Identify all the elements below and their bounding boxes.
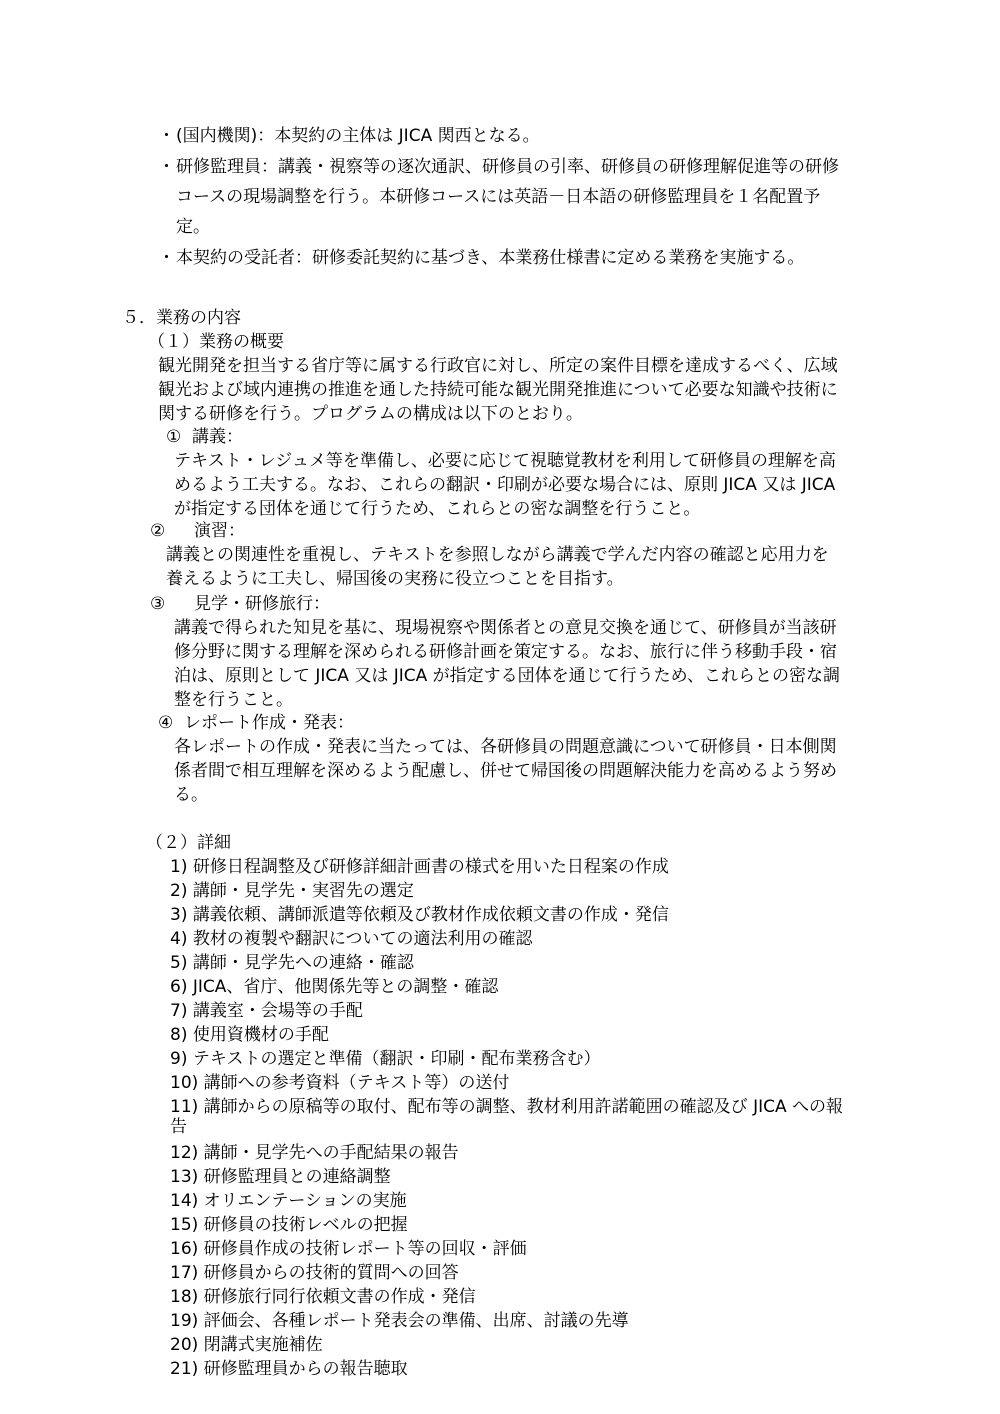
component-body-exercise [166, 543, 906, 591]
component-title: 見学・研修旅行： [194, 594, 330, 614]
detail-item: 4) 教材の複製や翻訳についての適法利用の確認 [170, 929, 533, 949]
subsection-heading-overview: （１）業務の概要 [148, 332, 284, 352]
component-body-field-trip [174, 616, 914, 712]
detail-item: 1) 研修日程調整及び研修詳細計画書の様式を用いた日程案の作成 [170, 857, 669, 877]
detail-item: 14) オリエンテーションの実施 [170, 1191, 407, 1211]
detail-item: 20) 閉講式実施補佐 [170, 1335, 323, 1355]
detail-item: 2) 講師・見学先・実習先の選定 [170, 881, 414, 901]
role-item-training-coordinator [158, 155, 918, 239]
detail-item: 11) 講師からの原稿等の取付、配布等の調整、教材利用許諾範囲の確認及び JICA への報 [170, 1097, 844, 1117]
detail-item: 10) 講師への参考資料（テキスト等）の送付 [170, 1073, 510, 1093]
detail-item: 13) 研修監理員との連絡調整 [170, 1167, 391, 1187]
detail-item: 18) 研修旅行同行依頼文書の作成・発信 [170, 1287, 476, 1307]
component-line: 各レポートの作成・発表に当たっては、各研修員の問題意識について研修員・日本側関 [174, 737, 837, 757]
component-line: 泊は、原則として JICA 又は JICA が指定する団体を通じて行うため、これらとの密な調 [174, 666, 840, 686]
role-line: 研修監理員：講義・視察等の逐次通訳、研修員の引率、研修員の研修理解促進等の研修 [176, 157, 839, 177]
component-line: が指定する団体を通じて行うため、これらとの密な調整を行うこと。 [174, 499, 701, 519]
component-title: レポート作成・発表： [184, 713, 354, 733]
component-title: 演習： [194, 521, 245, 541]
component-line: 講義との関連性を重視し、テキストを参照しながら講義で学んだ内容の確認と応用力を [166, 545, 829, 565]
detail-item: 5) 講師・見学先への連絡・確認 [170, 953, 414, 973]
component-heading-field-trip [150, 592, 330, 616]
component-line: テキスト・レジュメ等を準備し、必要に応じて視聴覚教材を利用して研修員の理解を高 [174, 451, 836, 471]
overview-line: 観光および域内連携の推進を通した持続可能な観光開発推進について必要な知識や技術に [158, 380, 838, 400]
section-heading: ５．業務の内容 [122, 308, 241, 328]
overview-line: 観光開発を担当する省庁等に属する行政官に対し、所定の案件目標を達成するべく、広域 [158, 356, 838, 376]
component-line: る。 [174, 785, 208, 805]
component-number: ④ [158, 713, 174, 733]
detail-item: 16) 研修員作成の技術レポート等の回収・評価 [170, 1239, 527, 1259]
detail-item: 12) 講師・見学先への手配結果の報告 [170, 1143, 459, 1163]
component-heading-exercise [150, 519, 245, 543]
bullet: ・ [158, 126, 175, 146]
role-item-domestic-agency [158, 124, 918, 148]
overview-line: 関する研修を行う。プログラムの構成は以下のとおり。 [158, 404, 583, 424]
component-title: 講義： [192, 427, 243, 447]
component-line: 講義で得られた知見を基に、現場視察や関係者との意見交換を通じて、研修員が当該研 [174, 618, 837, 638]
component-body-lecture [174, 449, 914, 521]
role-line: (国内機関)：本契約の主体は JICA 関西となる。 [176, 126, 540, 146]
role-line: 本契約の受託者：研修委託契約に基づき、本業務仕様書に定める業務を実施する。 [176, 248, 805, 268]
detail-item: 6) JICA、省庁、他関係先等との調整・確認 [170, 977, 499, 997]
component-number: ② [150, 521, 166, 541]
details-list [170, 855, 910, 1381]
component-heading-lecture [166, 425, 243, 449]
bullet: ・ [158, 157, 175, 177]
component-line: 養えるように工夫し、帰国後の実務に役立つことを目指す。 [166, 569, 624, 589]
detail-item: 8) 使用資機材の手配 [170, 1025, 329, 1045]
component-line: 係者間で相互理解を深めるよう配慮し、併せて帰国後の問題解決能力を高めるよう努め [174, 761, 837, 781]
role-item-contractor [158, 246, 918, 270]
detail-item: 17) 研修員からの技術的質問への回答 [170, 1263, 459, 1283]
component-heading-report [158, 711, 354, 735]
overview-paragraph [158, 354, 918, 426]
role-line: コースの現場調整を行う。本研修コースには英語－日本語の研修監理員を１名配置予 [176, 187, 821, 207]
detail-item: 19) 評価会、各種レポート発表会の準備、出席、討議の先導 [170, 1311, 629, 1331]
component-number: ① [166, 427, 182, 447]
roles-list [158, 124, 918, 277]
component-body-report [174, 735, 914, 807]
subsection-heading-details: （２）詳細 [146, 833, 231, 853]
bullet: ・ [158, 248, 175, 268]
component-number: ③ [150, 594, 166, 614]
detail-item: 15) 研修員の技術レベルの把握 [170, 1215, 408, 1235]
detail-item: 9) テキストの選定と準備（翻訳・印刷・配布業務含む） [170, 1049, 601, 1069]
component-line: めるよう工夫する。なお、これらの翻訳・印刷が必要な場合には、原則 JICA 又は JICA [174, 475, 836, 495]
detail-item: 7) 講義室・会場等の手配 [170, 1001, 363, 1021]
role-line: 定。 [176, 217, 210, 237]
detail-item-continuation: 告 [170, 1117, 187, 1137]
detail-item: 3) 講義依頼、講師派遣等依頼及び教材作成依頼文書の作成・発信 [170, 905, 669, 925]
detail-item: 21) 研修監理員からの報告聴取 [170, 1359, 408, 1379]
component-line: 修分野に関する理解を深められる研修計画を策定する。なお、旅行に伴う移動手段・宿 [174, 642, 837, 662]
component-line: 整を行うこと。 [174, 690, 293, 710]
